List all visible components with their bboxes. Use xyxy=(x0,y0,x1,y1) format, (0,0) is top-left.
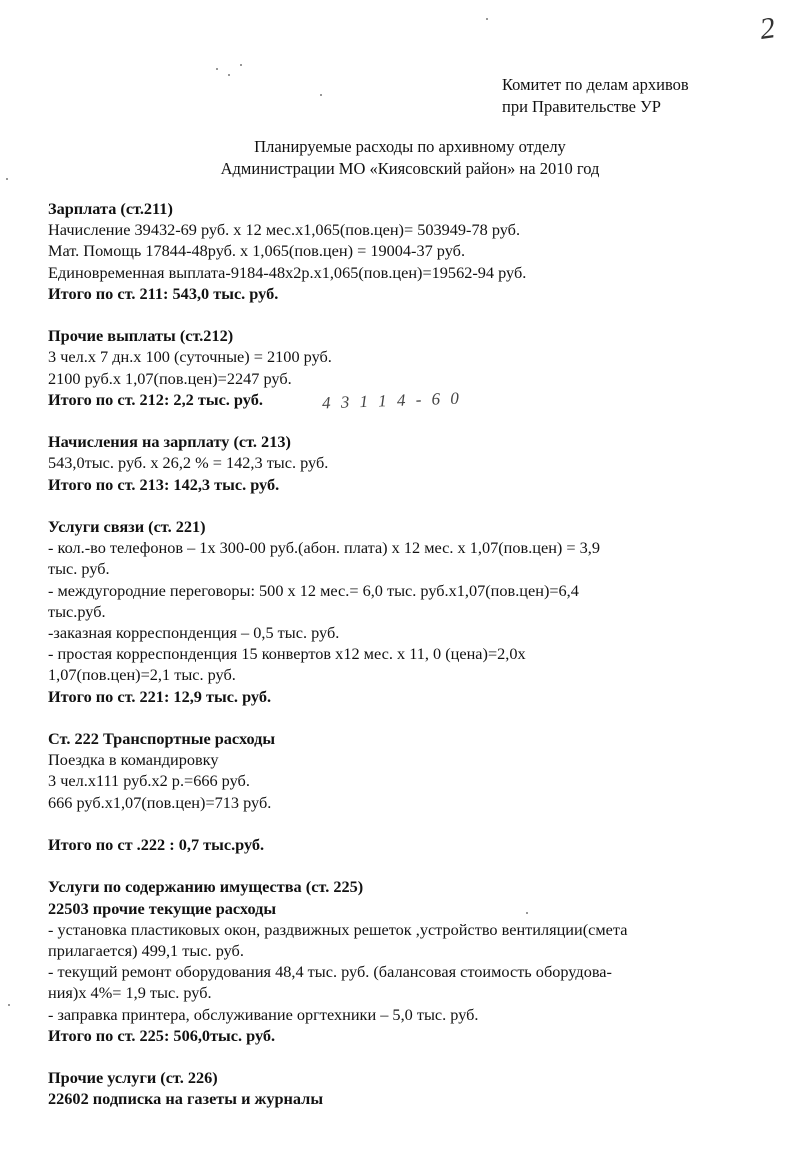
section-heading-211: Зарплата (ст.211) xyxy=(48,199,173,218)
section-line: - простая корреспонденция 15 конвертов х12 мес. х 11, 0 (цена)=2,0х xyxy=(48,644,526,664)
section-line: 3 чел.х111 руб.х2 р.=666 руб. xyxy=(48,771,250,791)
document-body xyxy=(48,198,748,1110)
section-total-211: Итого по ст. 211: 543,0 тыс. руб. xyxy=(48,283,279,303)
section-line: - установка пластиковых окон, раздвижных решеток ,устройство вентиляции(смета xyxy=(48,919,628,939)
section-subheading-22602: 22602 подписка на газеты и журналы xyxy=(48,1089,324,1109)
section-line: тыс. руб. xyxy=(48,559,110,579)
section-line: - текущий ремонт оборудования 48,4 тыс. руб. (балансовая стоимость оборудова- xyxy=(48,962,612,982)
scan-speck xyxy=(8,1004,10,1006)
section-line: тыс.руб. xyxy=(48,601,106,621)
spacer xyxy=(48,495,748,516)
spacer xyxy=(48,1046,748,1067)
spacer xyxy=(48,855,748,876)
section-heading-225: Услуги по содержанию имущества (ст. 225) xyxy=(48,877,364,897)
section-line: Единовременная выплата-9184-48х2р.х1,065(пов.цен)=19562-94 руб. xyxy=(48,262,527,282)
scan-speck xyxy=(216,68,218,70)
section-heading-226: Прочие услуги (ст. 226) xyxy=(48,1068,218,1088)
section-heading-222: Ст. 222 Транспортные расходы xyxy=(48,729,276,749)
section-line: Поездка в командировку xyxy=(48,750,219,770)
section-line: - кол.-во телефонов – 1х 300-00 руб.(абон. плата) х 12 мес. х 1,07(пов.цен) = 3,9 xyxy=(48,538,601,558)
addressee-line: при Правительстве УР xyxy=(502,97,661,116)
section-line: -заказная корреспонденция – 0,5 тыс. руб. xyxy=(48,623,340,643)
title-line: Планируемые расходы по архивному отделу xyxy=(254,137,566,156)
addressee-block xyxy=(502,74,689,118)
section-total-213: Итого по ст. 213: 142,3 тыс. руб. xyxy=(48,474,280,494)
scan-speck xyxy=(228,74,230,76)
spacer xyxy=(48,813,748,834)
handwritten-note: 4 3 1 1 4 - 6 0 xyxy=(321,388,463,413)
spacer xyxy=(48,304,748,325)
section-heading-213: Начисления на зарплату (ст. 213) xyxy=(48,432,291,452)
section-line: - междугородние переговоры: 500 х 12 мес.= 6,0 тыс. руб.х1,07(пов.цен)=6,4 xyxy=(48,580,579,600)
section-heading-221: Услуги связи (ст. 221) xyxy=(48,517,206,536)
section-heading-212: Прочие выплаты (ст.212) xyxy=(48,326,234,346)
section-total-221: Итого по ст. 221: 12,9 тыс. руб. xyxy=(48,686,272,706)
addressee-line: Комитет по делам архивов xyxy=(502,75,689,94)
title-line: Администрации МО «Киясовский район» на 2010 год xyxy=(220,159,600,178)
section-line: - заправка принтера, обслуживание оргтехники – 5,0 тыс. руб. xyxy=(48,1004,479,1024)
scan-speck xyxy=(486,18,488,20)
section-line: 3 чел.х 7 дн.х 100 (суточные) = 2100 руб. xyxy=(48,347,332,367)
section-line: ния)х 4%= 1,9 тыс. руб. xyxy=(48,983,212,1003)
spacer xyxy=(48,410,748,431)
section-line: Начисление 39432-69 руб. х 12 мес.х1,065(пов.цен)= 503949-78 руб. xyxy=(48,220,521,240)
handwritten-page-number: 2 xyxy=(757,11,778,46)
section-line: 2100 руб.х 1,07(пов.цен)=2247 руб. xyxy=(48,368,292,388)
document-title xyxy=(0,136,800,180)
section-total-225: Итого по ст. 225: 506,0тыс. руб. xyxy=(48,1025,276,1045)
section-line: прилагается) 499,1 тыс. руб. xyxy=(48,941,244,961)
section-total-222: Итого по ст .222 : 0,7 тыс.руб. xyxy=(48,835,265,855)
section-subheading-22503: 22503 прочие текущие расходы xyxy=(48,898,277,918)
scan-speck xyxy=(240,64,242,66)
spacer xyxy=(48,707,748,728)
scan-speck xyxy=(320,94,322,96)
section-line: 543,0тыс. руб. х 26,2 % = 142,3 тыс. руб. xyxy=(48,453,329,473)
section-total-212: Итого по ст. 212: 2,2 тыс. руб. xyxy=(48,389,263,409)
section-line: Мат. Помощь 17844-48руб. х 1,065(пов.цен) = 19004-37 руб. xyxy=(48,241,466,261)
section-line: 666 руб.х1,07(пов.цен)=713 руб. xyxy=(48,792,272,812)
section-line: 1,07(пов.цен)=2,1 тыс. руб. xyxy=(48,665,236,685)
